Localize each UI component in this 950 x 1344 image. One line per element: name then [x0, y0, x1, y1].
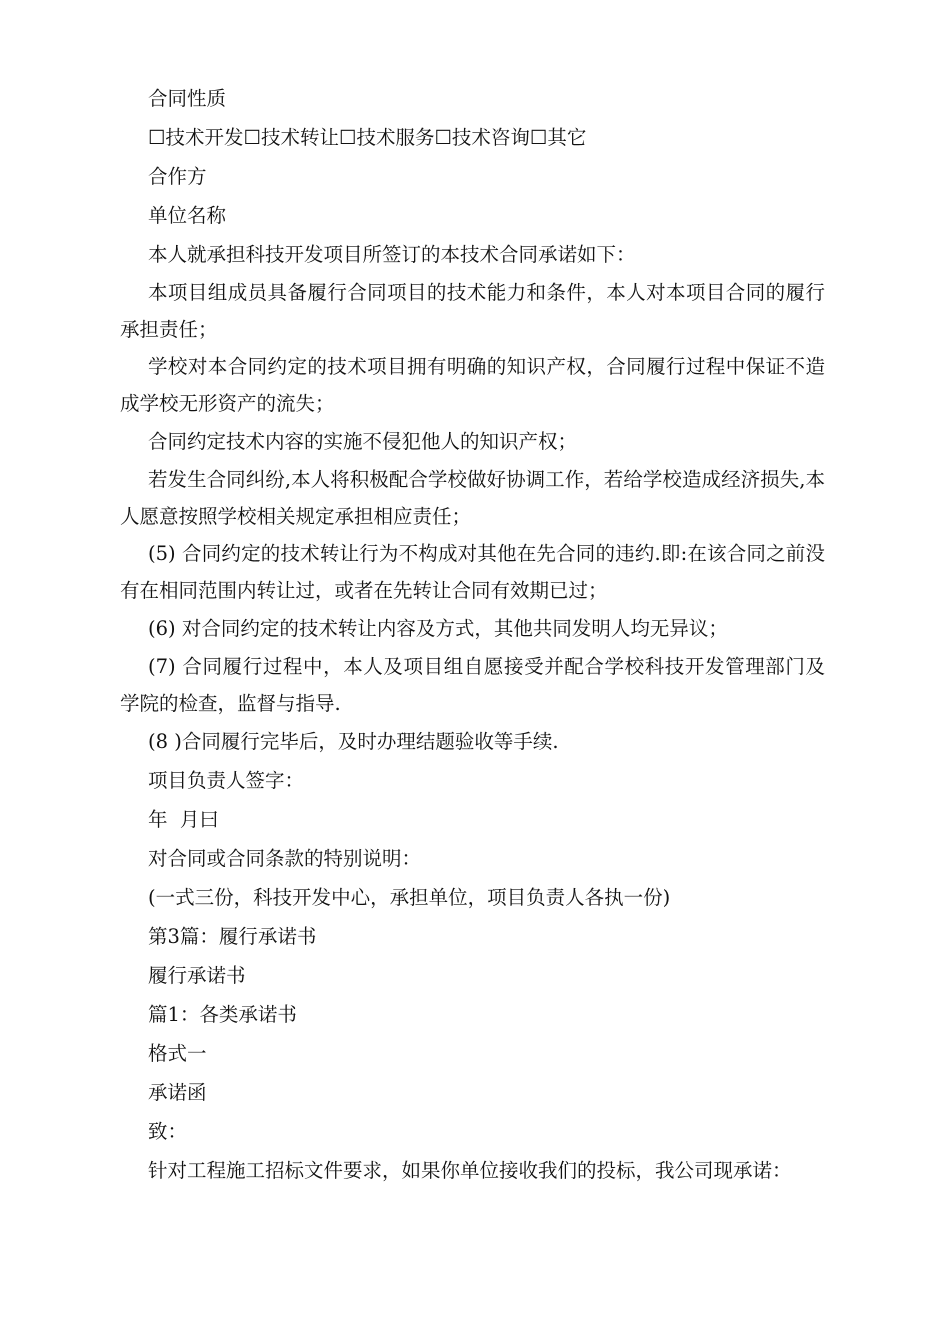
paragraph: (7) 合同履行过程中，本人及项目组自愿接受并配合学校科技开发管理部门及学院的检查，监督与指导.	[120, 655, 825, 715]
paragraph: 项目负责人签字：	[148, 769, 305, 792]
paragraph: (一式三份，科技开发中心，承担单位，项目负责人各执一份)	[148, 886, 671, 909]
paragraph: 第3篇：履行承诺书	[148, 925, 317, 948]
paragraph: 篇1：各类承诺书	[148, 1003, 297, 1026]
paragraph: 对合同或合同条款的特别说明：	[148, 847, 422, 870]
paragraph: 若发生合同纠纷,本人将积极配合学校做好协调工作，若给学校造成经济损失,本人愿意按照学校相关规定承担相应责任；	[120, 468, 825, 528]
paragraph: (8 )合同履行完毕后，及时办理结题验收等手续.	[148, 730, 559, 753]
paragraph: 合同性质	[148, 87, 227, 110]
paragraph: 合作方	[148, 165, 207, 188]
paragraph: 针对工程施工招标文件要求，如果你单位接收我们的投标，我公司现承诺：	[148, 1159, 792, 1182]
paragraph: 学校对本合同约定的技术项目拥有明确的知识产权，合同履行过程中保证不造成学校无形资产的流失；	[120, 355, 825, 415]
paragraph: 致：	[148, 1120, 188, 1143]
paragraph: 本人就承担科技开发项目所签订的本技术合同承诺如下：	[148, 243, 636, 266]
paragraph: 格式一	[148, 1042, 207, 1065]
paragraph: 履行承诺书	[148, 964, 246, 987]
document-body	[120, 79, 825, 1190]
paragraph: (5) 合同约定的技术转让行为不构成对其他在先合同的违约.即:在该合同之前没有在相同范围内转让过，或者在先转让合同有效期已过；	[120, 542, 825, 602]
paragraph: 承诺函	[148, 1081, 207, 1104]
paragraph: 年 月曰	[148, 808, 219, 831]
paragraph: 本项目组成员具备履行合同项目的技术能力和条件，本人对本项目合同的履行承担责任；	[120, 281, 825, 341]
paragraph: 合同约定技术内容的实施不侵犯他人的知识产权；	[148, 430, 578, 453]
paragraph: ☐技术开发☐技术转让☐技术服务☐技术咨询☐其它	[148, 126, 587, 149]
paragraph: (6) 对合同约定的技术转让内容及方式，其他共同发明人均无异议；	[148, 617, 728, 640]
paragraph: 单位名称	[148, 204, 227, 227]
